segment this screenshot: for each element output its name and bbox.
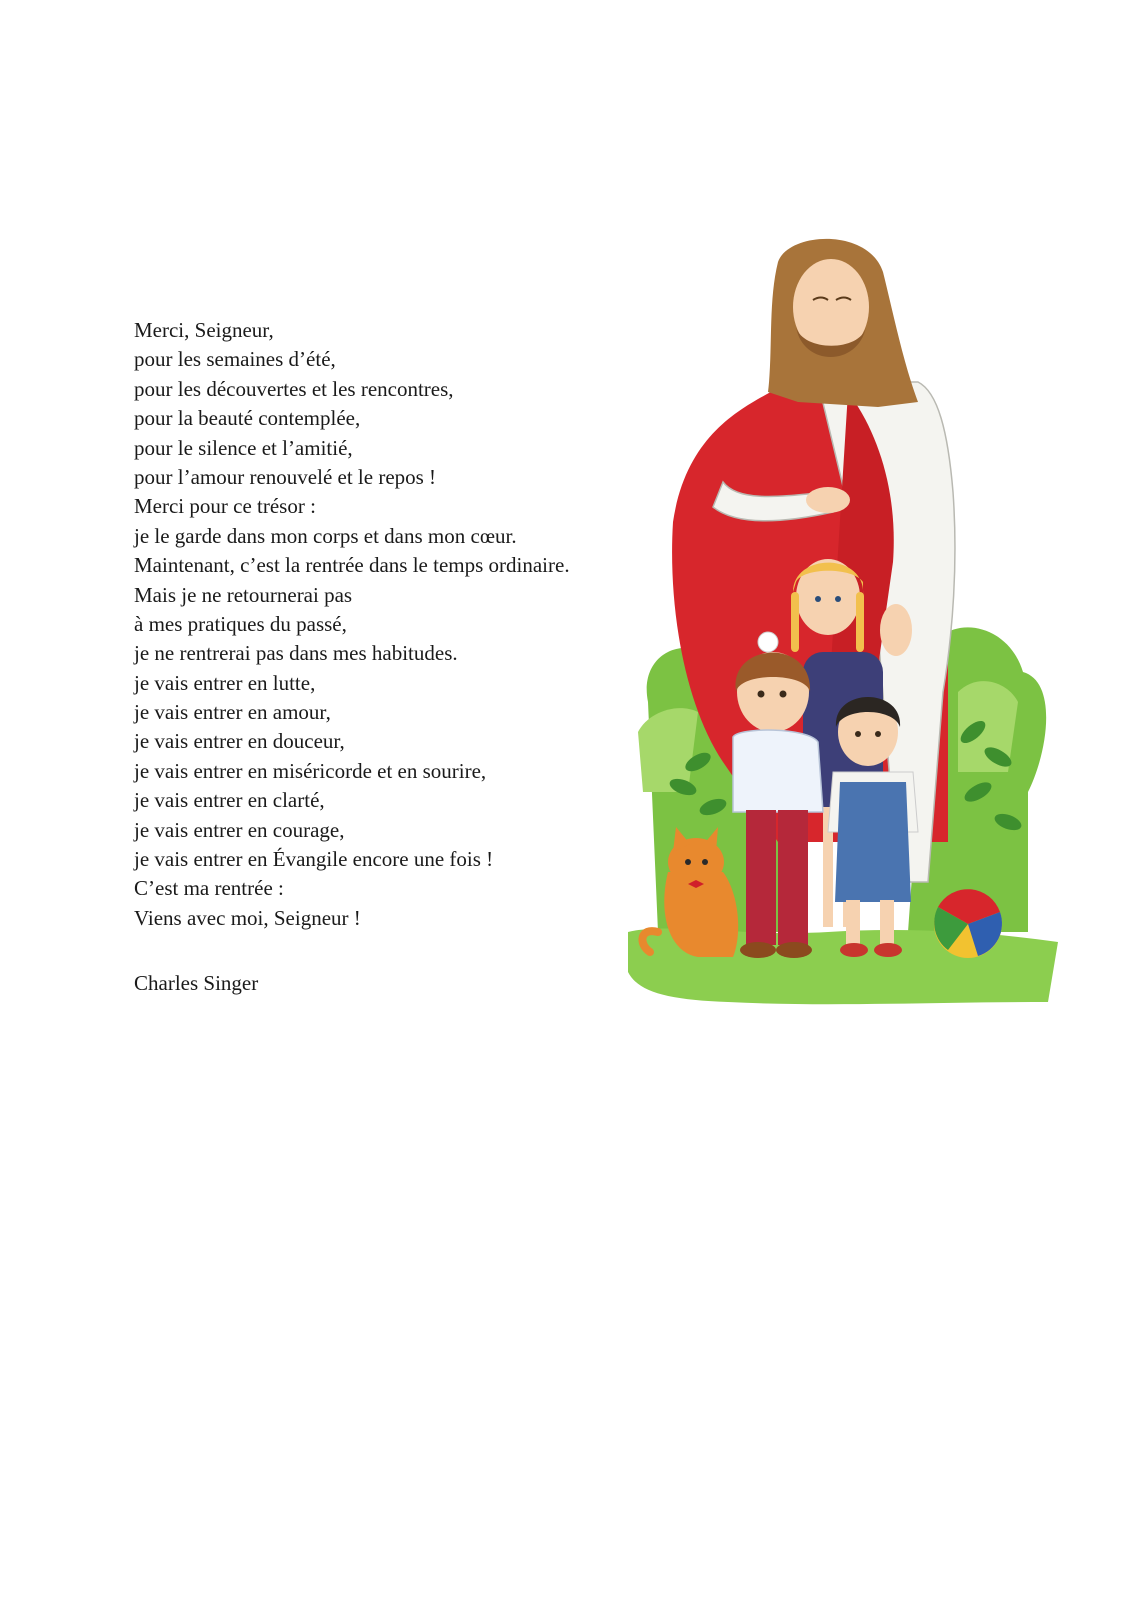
poem-line: pour les semaines d’été, [134, 347, 336, 372]
poem-line: je vais entrer en miséricorde et en sourire, [134, 758, 487, 783]
jesus-with-children-illustration [628, 232, 1058, 1022]
poem-line: je vais entrer en Évangile encore une fois ! [134, 847, 494, 872]
poem-author: Charles Singer [134, 971, 259, 995]
poem-line: pour le silence et l’amitié, [134, 435, 353, 460]
poem-line: à mes pratiques du passé, [134, 611, 347, 636]
ball-icon [934, 889, 1002, 958]
poem-line: Maintenant, c’est la rentrée dans le temps ordinaire. [134, 553, 570, 578]
poem-line: Mais je ne retournerai pas [134, 582, 353, 607]
poem-line: je vais entrer en douceur, [134, 729, 345, 754]
poem-text [134, 316, 654, 933]
illustration-svg [628, 232, 1058, 1022]
poem-line: Merci pour ce trésor : [134, 494, 316, 519]
poem-line: je vais entrer en lutte, [134, 670, 316, 695]
poem-line: je ne rentrerai pas dans mes habitudes. [134, 641, 458, 666]
poem-line: pour l’amour renouvelé et le repos ! [134, 464, 437, 489]
poem-line: je le garde dans mon corps et dans mon cœur. [134, 523, 517, 548]
poem-line: je vais entrer en amour, [134, 700, 331, 725]
poem-line: Merci, Seigneur, [134, 318, 274, 342]
poem-line: Viens avec moi, Seigneur ! [134, 905, 361, 930]
poem-line: C’est ma rentrée : [134, 876, 284, 901]
poem-line: pour la beauté contemplée, [134, 406, 361, 431]
poem-line: je vais entrer en courage, [134, 817, 345, 842]
poem-line: je vais entrer en clarté, [134, 788, 325, 813]
poem-line: pour les découvertes et les rencontres, [134, 376, 454, 401]
